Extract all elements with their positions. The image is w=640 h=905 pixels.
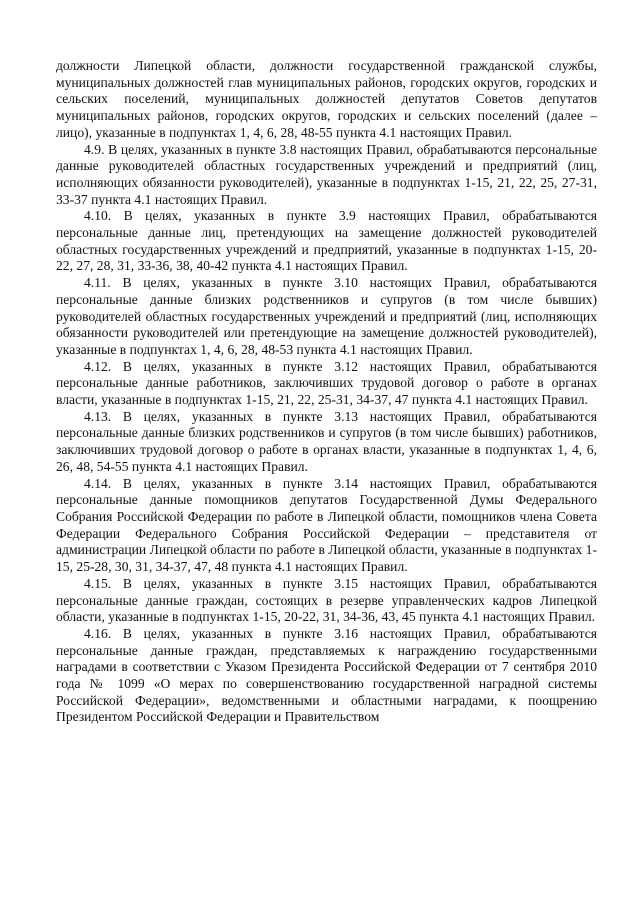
- paragraph-intro-continuation: должности Липецкой области, должности государственной гражданской службы, муниципальных должностей глав муниципальных районов, городских округов, городских и сельских поселений, муниципальных должностей депутатов Советов депутатов муниципальных районов, городских округов, городских и сельских поселений (далее – лицо), указанные в подпунктах 1, 4, 6, 28, 48-55 пункта 4.1 настоящих Правил.: [56, 58, 597, 140]
- paragraph-4-15: 4.15. В целях, указанных в пункте 3.15 настоящих Правил, обрабатываются персональные данные граждан, состоящих в резерве управленческих кадров Липецкой области, указанные в подпунктах 1-15, 20-22, 31, 34-36, 43, 45 пункта 4.1 настоящих Правил.: [56, 575, 597, 625]
- paragraph-4-11: 4.11. В целях, указанных в пункте 3.10 настоящих Правил, обрабатываются персональные данные близких родственников и супругов (в том числе бывших) руководителей областных государственных учреждений и предприятий (лиц, исполняющих обязанности руководителей или претендующие на замещение должностей руководителей), указанные в подпунктах 1, 4, 6, 28, 48-53 пункта 4.1 настоящих Правил.: [56, 275, 597, 357]
- paragraph-4-13: 4.13. В целях, указанных в пункте 3.13 настоящих Правил, обрабатываются персональные данные близких родственников и супругов (в том числе бывших) работников, заключивших трудовой договор о работе в органах власти, указанные в подпунктах 1, 4, 6, 26, 48, 54-55 пункта 4.1 настоящих Правил.: [56, 408, 597, 474]
- paragraph-4-9: 4.9. В целях, указанных в пункте 3.8 настоящих Правил, обрабатываются персональные данные руководителей областных государственных учреждений и предприятий (лиц, исполняющих обязанности руководителей), указанные в подпунктах 1-15, 21, 22, 25, 27-31, 33-37 пункта 4.1 настоящих Правил.: [56, 141, 597, 207]
- paragraph-4-16: 4.16. В целях, указанных в пункте 3.16 настоящих Правил, обрабатываются персональные данные граждан, представляемых к награждению государственными наградами в соответствии с Указом Президента Российской Федерации от 7 сентября 2010 года № 1099 «О мерах по совершенствованию государственной наградной системы Российской Федерации», ведомственными и областными наградами, к поощрению Президентом Российской Федерации и Правительством: [56, 625, 597, 725]
- paragraph-4-14: 4.14. В целях, указанных в пункте 3.14 настоящих Правил, обрабатываются персональные данные помощников депутатов Государственной Думы Федерального Собрания Российской Федерации по работе в Липецкой области, помощников члена Совета Федерации Федерального Собрания Российской Федерации – представителя от администрации Липецкой области по работе в Липецкой области, указанные в подпунктах 1-15, 25-28, 30, 31, 34-37, 47, 48 пункта 4.1 настоящих Правил.: [56, 475, 597, 575]
- paragraph-4-12: 4.12. В целях, указанных в пункте 3.12 настоящих Правил, обрабатываются персональные данные работников, заключивших трудовой договор о работе в органах власти, указанные в подпунктах 1-15, 21, 22, 25-31, 34-37, 47 пункта 4.1 настоящих Правил.: [56, 358, 597, 408]
- paragraph-4-10: 4.10. В целях, указанных в пункте 3.9 настоящих Правил, обрабатываются персональные данные лиц, претендующих на замещение должностей руководителей областных государственных учреждений и предприятий, указанные в подпунктах 1-15, 20-22, 27, 28, 31, 33-36, 38, 40-42 пункта 4.1 настоящих Правил.: [56, 208, 597, 274]
